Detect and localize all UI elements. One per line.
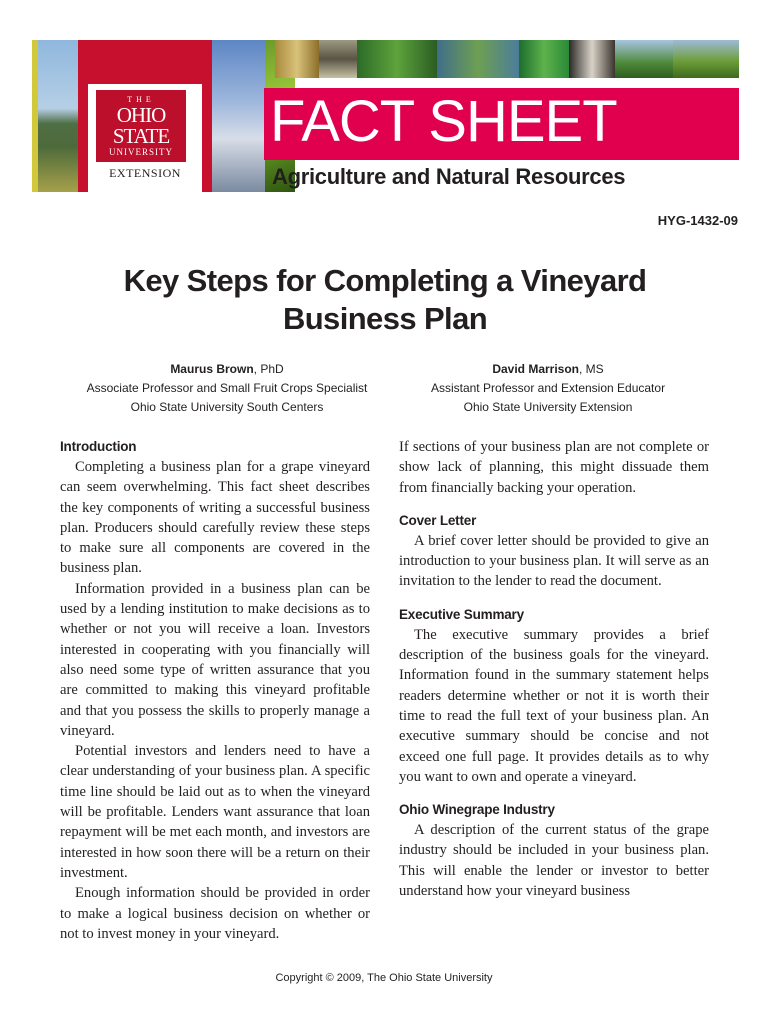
goat-photo bbox=[319, 40, 357, 78]
logo-university: UNIVERSITY bbox=[109, 146, 173, 157]
author-name: Maurus Brown bbox=[170, 362, 254, 376]
author-affiliation: Ohio State University South Centers bbox=[130, 400, 324, 414]
osu-logo-panel bbox=[78, 40, 212, 192]
author-degree: , MS bbox=[579, 362, 604, 376]
series-subtitle: Agriculture and Natural Resources bbox=[272, 164, 626, 189]
lake-photo bbox=[38, 40, 78, 192]
logo-ohio: OHIO bbox=[116, 102, 166, 127]
page-title: Key Steps for Completing a Vineyard Business Plan bbox=[123, 263, 647, 336]
logo-extension: EXTENSION bbox=[109, 166, 181, 180]
section-heading-cover-letter: Cover Letter bbox=[399, 512, 477, 528]
fern-photo bbox=[357, 40, 437, 78]
right-column bbox=[399, 437, 709, 901]
wheat-photo bbox=[275, 40, 319, 78]
copyright-footer: Copyright © 2009, The Ohio State University bbox=[275, 972, 493, 984]
author-block bbox=[378, 360, 718, 417]
author-degree: , PhD bbox=[253, 362, 284, 376]
logo-the: THE bbox=[127, 94, 155, 104]
section-heading-ohio-winegrape-industry: Ohio Winegrape Industry bbox=[399, 802, 555, 818]
cow-photo bbox=[569, 40, 615, 78]
author-position: Assistant Professor and Extension Educator bbox=[430, 381, 666, 395]
body-paragraph: Enough information should be provided in order to make a logical business decision on whether or not to invest money in your vineyard. bbox=[60, 885, 370, 942]
body-paragraph: Potential investors and lenders need to have a clear understanding of your business plan. A specific time line should be laid out as to when the vineyard will be profitable. Lenders want assurance that loan repayment will be met each month, and investors are interested in how soon there will be a return on their investment. bbox=[60, 743, 370, 881]
section-heading-introduction: Introduction bbox=[60, 439, 137, 454]
author-position: Associate Professor and Small Fruit Crops Specialist bbox=[86, 381, 368, 395]
sky-tower-photo bbox=[212, 40, 265, 192]
body-paragraph: A description of the current status of the grape industry should be included in your business plan. This will enable the lender or investor to better understand how your vineyard business bbox=[399, 822, 709, 900]
field-photo bbox=[615, 40, 673, 78]
body-paragraph-continued: If sections of your business plan are not complete or show lack of planning, this might dissuade them from financially backing your operation. bbox=[399, 439, 709, 496]
masthead bbox=[32, 40, 739, 192]
author-name: David Marrison bbox=[492, 362, 580, 376]
body-paragraph: Information provided in a business plan can be used by a lending institution to make decisions as to whether or not you will receive a loan. Investors interested in cooperating with you financially will also need some type of written assurance that you are committed to making this vineyard profitable and that you possess the skills to properly manage a vineyard. bbox=[60, 580, 370, 739]
osu-logo-mark bbox=[96, 90, 186, 162]
body-paragraph: The executive summary provides a brief description of the business goals for the vineyard. Information found in the summary statement helps readers determine whether or not it is worth their time to read the full text of your business plan. An executive summary should be concise and not exceed one full page. It provides details as to why you want to own and operate a vineyard. bbox=[399, 626, 709, 785]
author-line bbox=[378, 360, 718, 379]
logo-state: STATE bbox=[112, 123, 170, 148]
water-plants-photo bbox=[437, 40, 519, 78]
left-column bbox=[60, 437, 370, 944]
trees-photo bbox=[673, 40, 739, 78]
document-number: HYG-1432-09 bbox=[657, 213, 738, 228]
grass-photo bbox=[519, 40, 569, 78]
body-paragraph: A brief cover letter should be provided to give an introduction to your business plan. It will serve as an invitation to the lender to read the document. bbox=[399, 532, 709, 590]
author-block bbox=[57, 360, 397, 417]
author-line bbox=[57, 360, 397, 379]
author-affiliation: Ohio State University Extension bbox=[463, 400, 633, 414]
section-heading-executive-summary: Executive Summary bbox=[399, 606, 524, 622]
body-paragraph: Completing a business plan for a grape vineyard can seem overwhelming. This fact sheet describes the key components of writing a successful business plan. Producers should carefully review these steps to make sure all components are covered in the business plan. bbox=[60, 459, 370, 577]
fact-sheet-title: FACT SHEET bbox=[270, 89, 617, 154]
osu-logo bbox=[88, 84, 202, 192]
